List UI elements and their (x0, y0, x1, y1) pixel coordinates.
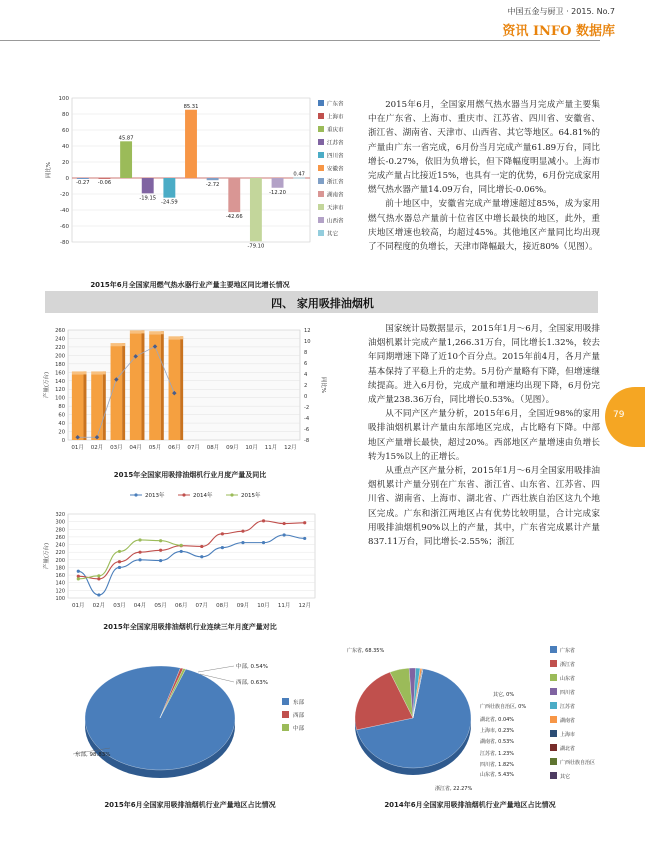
legend-swatch (550, 646, 557, 653)
data-label: -19.15 (139, 195, 157, 202)
y-tick-label: 240 (55, 542, 65, 549)
slice-label: 湖南省, 0.53% (480, 739, 515, 745)
series-point (303, 537, 306, 540)
legend-swatch (550, 688, 557, 695)
chart-three-year-lines (40, 488, 360, 618)
data-label: 0.47 (293, 171, 305, 178)
series-point (159, 559, 162, 562)
x-tick-label: 05月 (154, 603, 167, 609)
series-point (283, 533, 286, 536)
series-point (118, 560, 121, 563)
x-tick-label: 07月 (195, 603, 209, 609)
y-tick-label: 140 (55, 580, 65, 587)
legend-label: 四川省 (560, 690, 576, 696)
y-tick-label: 260 (55, 328, 65, 334)
series-point (97, 574, 100, 577)
legend-label: 湖南省 (327, 192, 344, 199)
paragraph-5: 从重点产区产量分析，2015年1月～6月全国家用吸排油烟机累计产量分别在广东省、浙江省、山东省、江苏省、四川省、湖南省、上海市、湖北省、广西壮族自治区这九个地区完成。广东和浙江两地区占有优势比较明显，合计完成家用吸排油烟机90%以上的产量，其中，广东省完成累计产量837.11万台，同比增长-2.55%；浙江 (368, 466, 600, 548)
slice-label: 中部, 0.54% (236, 664, 268, 670)
series-point (159, 549, 162, 552)
legend-swatch (282, 698, 289, 705)
series-point (118, 550, 121, 553)
x-tick-label: 12月 (298, 603, 311, 609)
bar (185, 110, 197, 178)
chart-monthly-production (40, 322, 360, 472)
data-label: -2.72 (205, 182, 220, 189)
y-tick-label: 100 (58, 96, 69, 102)
x-tick-label: 09月 (236, 603, 250, 609)
y-tick-label: 100 (55, 596, 65, 602)
series-point (200, 545, 203, 548)
x-tick-label: 02月 (92, 603, 106, 609)
x-tick-label: 10月 (245, 445, 258, 451)
legend-swatch (550, 730, 557, 737)
legend-swatch (282, 724, 289, 731)
bar (142, 178, 154, 193)
series-point (138, 538, 141, 541)
legend-swatch (318, 191, 324, 197)
bar-side (122, 343, 125, 440)
text-block-2 (368, 322, 600, 549)
x-tick-label: 06月 (168, 445, 181, 451)
text-block-1 (368, 98, 600, 254)
bar (250, 178, 262, 241)
x-tick-label: 11月 (264, 445, 278, 451)
bar-side (103, 371, 106, 440)
bar-side (141, 330, 144, 440)
legend-label: 湖南省 (560, 718, 576, 724)
series-point (180, 550, 183, 553)
y2-tick-label: 8 (304, 350, 308, 356)
y2-axis-label: 同比% (320, 376, 326, 394)
legend-swatch (318, 113, 324, 119)
y2-tick-label: 2 (304, 383, 308, 389)
y2-tick-label: -2 (304, 405, 310, 411)
legend-swatch (550, 744, 557, 751)
series-point (262, 541, 265, 544)
y2-tick-label: 0 (304, 394, 308, 400)
legend-label: 山西省 (327, 218, 344, 225)
y-tick-label: 160 (55, 573, 65, 580)
series-point (221, 546, 224, 549)
bar-top (111, 343, 126, 346)
x-tick-label: 06月 (174, 603, 188, 609)
x-tick-label: 05月 (148, 445, 162, 451)
y-tick-label: 20 (58, 429, 65, 436)
bar (207, 178, 219, 180)
legend-swatch (282, 711, 289, 718)
paragraph-3: 国家统计局数据显示，2015年1月～6月，全国家用吸排油烟机累计完成产量1,266.31万台，同比增长1.32%，较去年同期增速下降了近10个百分点。2015年前4月，各月产量基本保持了平稳上升的走势。5月份产量略有下降，但增速继续提高。进入6月份，完成产量和增速均出现下降，6月份完成产量238.36万台，同比增长0.53%。（见图）。 (368, 324, 600, 406)
legend-label: 天津市 (327, 205, 344, 212)
legend-label: 西部 (293, 713, 305, 719)
bar (149, 334, 161, 440)
y2-tick-label: 6 (304, 361, 308, 367)
bar (130, 333, 142, 440)
y-tick-label: 180 (55, 565, 65, 572)
data-label: -42.66 (225, 214, 243, 221)
data-label: -79.10 (247, 243, 265, 250)
bar-top (149, 331, 164, 334)
bar (228, 178, 240, 212)
y-tick-label: -40 (60, 208, 69, 214)
header-divider (0, 40, 600, 41)
bar-top (91, 371, 106, 374)
series-point (200, 555, 203, 558)
chart3-caption: 2015年全国家用吸排油烟机行业连续三年月度产量对比 (103, 623, 277, 631)
y-tick-label: -80 (60, 240, 69, 246)
x-tick-label: 01月 (71, 445, 84, 451)
page-tab (605, 387, 645, 447)
y-tick-label: 220 (55, 344, 65, 351)
legend-marker (134, 493, 137, 496)
y-tick-label: 280 (55, 527, 65, 534)
data-label: -0.27 (76, 180, 90, 187)
y-tick-label: -60 (60, 224, 69, 230)
chart5-caption: 2014年6月全国家用吸排油烟机行业产量地区占比情况 (384, 801, 556, 809)
legend-swatch (318, 165, 324, 171)
bar (293, 178, 305, 179)
journal-header: 中国五金与厨卫 · 2015. No.7 (507, 7, 615, 16)
legend-label: 浙江省 (560, 662, 576, 668)
y-tick-label: 120 (55, 588, 65, 595)
series-point (97, 577, 100, 580)
legend-swatch (550, 674, 557, 681)
y-tick-label: 200 (55, 557, 65, 564)
legend-label: 四川省 (327, 153, 344, 160)
series-point (283, 522, 286, 525)
chart1-caption: 2015年6月全国家用燃气热水器行业产量主要地区同比增长情况 (90, 281, 290, 289)
y-tick-label: 240 (55, 336, 65, 343)
chart-province-pie (345, 638, 605, 798)
bar (111, 346, 123, 440)
slice-label: 其它, 0% (493, 692, 515, 698)
y-tick-label: 180 (55, 361, 65, 368)
legend-label: 2014年 (193, 493, 213, 499)
y-tick-label: 140 (55, 378, 65, 385)
slice-label: 浙江省, 22.27% (435, 786, 473, 792)
y2-tick-label: -8 (304, 438, 310, 444)
bar (72, 374, 84, 440)
slice-label: 江苏省, 1.23% (480, 751, 515, 757)
y-tick-label: 220 (55, 550, 65, 557)
legend-label: 湖北省 (560, 746, 576, 752)
legend-label: 2015年 (241, 493, 261, 499)
data-label: -0.06 (97, 180, 112, 187)
paragraph-1: 2015年6月，全国家用燃气热水器当月完成产量主要集中在广东省、上海市、重庆市、江苏省、四川省、安徽省、浙江省、湖南省、天津市、山西省、其它等地区。64.81%的产量由广东一省完成，6月份当月完成产量61.89万台，同比增长-0.27%，依旧为负增长，但下降幅度明显减小。上海市完成产量占比接近15%，也具有一定的优势，6月份完成家用燃气热水器产量14.09万台，同比增长-0.06%。 (368, 100, 600, 196)
legend-label: 山东省 (560, 676, 576, 682)
chart2-caption: 2015年全国家用吸排油烟机行业月度产量及同比 (113, 471, 267, 479)
bar-top (169, 336, 184, 339)
legend-swatch (550, 702, 557, 709)
x-tick-label: 09月 (226, 445, 239, 451)
legend-label: 其它 (560, 774, 571, 780)
series-point (159, 539, 162, 542)
series-point (221, 532, 224, 535)
legend-swatch (318, 178, 324, 184)
series-point (180, 544, 183, 547)
legend-swatch (550, 716, 557, 723)
x-tick-label: 02月 (90, 445, 104, 451)
legend-label: 广东省 (560, 648, 576, 654)
y-axis-label: 同比% (46, 161, 52, 179)
bar (91, 374, 103, 440)
legend-label: 2013年 (145, 493, 165, 499)
chart4-caption: 2015年6月全国家用吸排油烟机行业产量地区占比情况 (104, 801, 276, 809)
legend-label: 重庆市 (327, 127, 344, 134)
data-label: 45.87 (118, 135, 134, 142)
y-axis-label: 产量(万台) (44, 371, 50, 399)
series-point (303, 521, 306, 524)
y-tick-label: 60 (58, 412, 65, 419)
legend-swatch (550, 660, 557, 667)
paragraph-2: 前十地区中，安徽省完成产量增速超过85%，成为家用燃气热水器总产量前十位省区中增长最快的地区，此外，重庆地区增速也较高，均超过45%。其他地区产量同比均出现了不同程度的负增长，天津市降幅最大，接近80%（见图）。 (368, 199, 600, 253)
legend-swatch (318, 139, 324, 145)
chart-region-pie (50, 648, 340, 798)
series-point (138, 551, 141, 554)
bar-side (83, 371, 86, 440)
x-tick-label: 08月 (206, 445, 220, 451)
bar-side (161, 331, 164, 440)
series-point (138, 558, 141, 561)
bar-side (180, 336, 183, 440)
legend-swatch (318, 230, 324, 236)
x-tick-label: 08月 (216, 603, 229, 609)
section-title: 四、 家用吸排油烟机 (271, 297, 374, 310)
y-tick-label: 40 (58, 421, 65, 428)
series-point (97, 593, 100, 596)
data-label: -12.20 (269, 189, 286, 196)
bar-top (72, 371, 87, 374)
y2-tick-label: -6 (304, 427, 310, 433)
legend-swatch (318, 204, 324, 210)
series-point (77, 570, 80, 573)
y-tick-label: 80 (62, 112, 69, 118)
y-axis-label: 产量(万台) (44, 542, 50, 570)
series-point (241, 541, 244, 544)
y-tick-label: 0 (61, 438, 65, 444)
y2-tick-label: 12 (304, 328, 311, 334)
x-tick-label: 04月 (133, 603, 147, 609)
y-tick-label: 260 (55, 534, 65, 541)
y2-tick-label: 4 (304, 372, 308, 378)
x-tick-label: 11月 (277, 603, 291, 609)
legend-swatch (318, 217, 324, 223)
bar (120, 141, 132, 178)
legend-swatch (550, 772, 557, 779)
legend-label: 浙江省 (327, 179, 344, 186)
y-tick-label: 80 (58, 404, 65, 411)
legend-label: 江苏省 (560, 704, 576, 710)
legend-marker (182, 493, 185, 496)
bar (77, 178, 89, 179)
legend-label: 安徽省 (327, 166, 344, 173)
legend-swatch (318, 126, 324, 132)
data-label: 85.31 (183, 103, 199, 110)
column-title: 资讯 INFO 数据库 (502, 24, 615, 39)
legend-marker (230, 493, 233, 496)
y-tick-label: 300 (55, 519, 65, 526)
data-label: -24.59 (160, 199, 178, 206)
page-number: 79 (613, 410, 625, 420)
slice-label: 东部, 98.83% (75, 752, 111, 758)
x-tick-label: 01月 (72, 603, 85, 609)
y2-tick-label: 10 (304, 339, 311, 345)
legend-label: 其它 (327, 231, 339, 238)
bar (163, 178, 175, 198)
y-tick-label: 40 (62, 144, 69, 150)
y-tick-label: 20 (62, 160, 69, 166)
x-tick-label: 03月 (110, 445, 123, 451)
legend-label: 上海市 (327, 114, 344, 121)
slice-label: 广东省, 68.35% (347, 648, 385, 654)
chart-water-heater-growth (40, 92, 360, 272)
y-tick-label: 60 (62, 128, 69, 134)
bar (272, 178, 284, 188)
slice-label: 湖北省, 0.04% (480, 717, 515, 723)
x-tick-label: 12月 (284, 445, 297, 451)
series-point (262, 519, 265, 522)
series-point (118, 566, 121, 569)
slice-label: 广西壮族自治区, 0% (480, 704, 527, 710)
paragraph-4: 从不同产区产量分析，2015年6月，全国近98%的家用吸排油烟机累计产量由东部地区完成，占比略有下降。中部地区产量增长最快，超过20%。西部地区产量增速由负增长转为15%以上的正增长。 (368, 409, 600, 462)
legend-label: 广东省 (327, 101, 344, 108)
slice-label: 上海市, 0.23% (480, 728, 515, 734)
y-tick-label: 100 (55, 395, 65, 402)
y-tick-label: 0 (65, 176, 69, 182)
y-tick-label: 120 (55, 387, 65, 394)
x-tick-label: 03月 (113, 603, 126, 609)
legend-label: 中部 (293, 726, 305, 732)
bar (99, 178, 111, 179)
slice-label: 西部, 0.63% (236, 680, 268, 686)
y-tick-label: 320 (55, 512, 65, 518)
legend-label: 东部 (293, 700, 305, 706)
bar (169, 339, 181, 440)
y-tick-label: -20 (60, 192, 69, 198)
legend-swatch (318, 100, 324, 106)
bar-top (130, 330, 145, 333)
legend-swatch (550, 758, 557, 765)
y2-tick-label: -4 (304, 416, 310, 422)
legend-label: 江苏省 (327, 140, 344, 147)
legend-swatch (318, 152, 324, 158)
plot-area (68, 514, 315, 598)
label-leader (198, 666, 234, 672)
y-tick-label: 160 (55, 370, 65, 377)
legend-label: 广西壮族自治区 (560, 760, 596, 766)
x-tick-label: 04月 (129, 445, 142, 451)
series-point (77, 577, 80, 580)
slice-label: 山东省, 5.43% (480, 772, 515, 778)
x-tick-label: 07月 (187, 445, 200, 451)
slice-label: 四川省, 1.82% (480, 762, 515, 768)
series-point (241, 530, 244, 533)
x-tick-label: 10月 (257, 603, 270, 609)
legend-label: 上海市 (560, 732, 576, 738)
y-tick-label: 200 (55, 353, 65, 360)
